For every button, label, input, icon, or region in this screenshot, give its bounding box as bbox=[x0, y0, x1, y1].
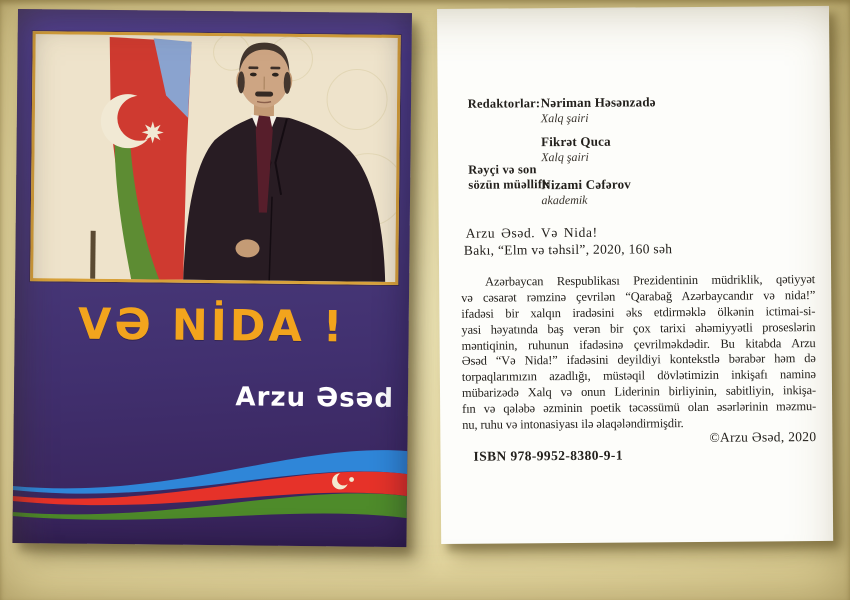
paragraph-line: yasi həyatında baş verən bir çox tarixi əhəmiyyətli proseslərin bbox=[461, 319, 816, 337]
editors-label: Redaktorlar: bbox=[467, 96, 541, 111]
paragraph-line: ifadəsi bir xalqın iradəsini əks etdirməklə ölkənin ictimai-si- bbox=[461, 303, 816, 321]
eyebrow-left bbox=[248, 66, 258, 69]
editor2-name: Fikrət Quca bbox=[540, 133, 611, 150]
paragraph-line: Əsəd “Və Nida!” ifadəsini deyildiyi kontekstlə bərabər həm də bbox=[461, 351, 816, 369]
mustache bbox=[255, 91, 273, 96]
annotation-paragraph bbox=[461, 272, 816, 434]
paragraph-line: fın və qələbə əzminin poetik təcəssümü olan əsərlərinin məzmu- bbox=[462, 399, 817, 416]
paragraph-line: məntiqinin, ruhunun ifadəsinə çevrilməkdədir. Bu kitabda Arzu bbox=[461, 335, 816, 353]
president-photo-frame bbox=[30, 31, 401, 285]
president-photo bbox=[33, 34, 398, 282]
editor1-role: Xalq şairi bbox=[540, 110, 589, 126]
paragraph-line: mübarizədə Xalq və onun Liderinin birliyinin, sabitliyin, inkişa- bbox=[461, 383, 817, 401]
paragraph-line: və cəsarət rəmzinə çevrilən “Qarabağ Azərbaycandır və nida!” bbox=[461, 287, 816, 305]
reviewer-label-line1: Rəyçi və son bbox=[468, 162, 537, 177]
paragraph-line: nu, ruhu və intonasiyası ilə əlaqələndirmişdir. bbox=[462, 416, 684, 432]
cover-author: Arzu Əsəd bbox=[235, 382, 395, 414]
paragraph-line: Azərbaycan Respublikası Prezidentinin müdriklik, qətiyyət bbox=[485, 272, 816, 289]
cover-title: VƏ NİDA ! bbox=[77, 299, 346, 353]
isbn-line: ISBN 978-9952-8380-9-1 bbox=[473, 447, 624, 464]
editor1-name: Nəriman Həsənzadə bbox=[540, 94, 656, 111]
editor2-role: Xalq şairi bbox=[541, 149, 589, 165]
book-citation-line1: Arzu Əsəd. Və Nida! bbox=[465, 224, 598, 241]
book-citation-line2: Bakı, “Elm və təhsil”, 2020, 160 səh bbox=[463, 241, 673, 258]
copyright-line: ©Arzu Əsəd, 2020 bbox=[709, 429, 817, 445]
book-cover bbox=[12, 9, 412, 547]
reviewer-name: Nizami Cəfərov bbox=[541, 176, 632, 193]
title-page bbox=[437, 6, 833, 544]
reviewer-label-line2: sözün müəllifi: bbox=[468, 177, 551, 192]
reviewer-role: akademik bbox=[541, 192, 588, 208]
paragraph-line: torpaqlarımızın azadlığı, müstəqil dövlətimizin inkişafı naminə bbox=[461, 367, 816, 385]
flag-ribbon bbox=[13, 439, 408, 535]
eyebrow-right bbox=[270, 67, 280, 70]
flag-pole bbox=[90, 231, 96, 279]
